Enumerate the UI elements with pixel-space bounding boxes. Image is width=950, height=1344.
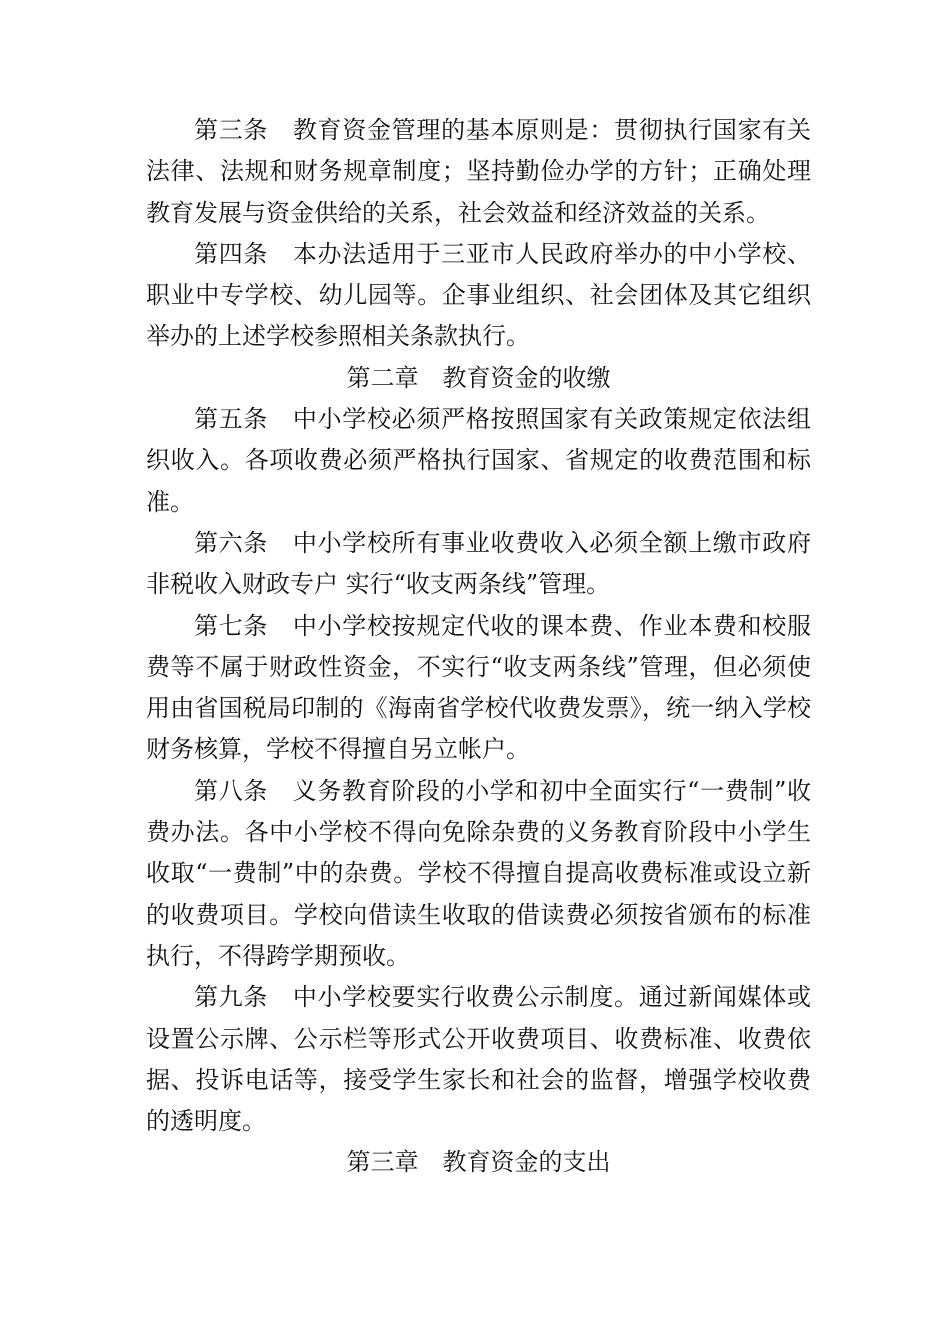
article-text-line: 度。 (218, 1107, 266, 1136)
article-text-line: 的上述学校参照相关条款执行。 (194, 322, 530, 351)
article-number: 第六条 (194, 528, 293, 557)
article-text-line: 非税收入财政专户 实行“收支两条线”管理。 (146, 570, 611, 599)
article-text-line: 费办法。各中小学校不得向免除杂费的义务教育阶段中小学生收 (146, 818, 811, 888)
article-5 (146, 399, 811, 523)
article-3 (146, 110, 811, 234)
article-text-line: 义务教育阶段的小学和初中全面实行“一费制”收 (292, 776, 811, 805)
article-text-line: 中小学校按规定代收的课本费、作业本费和校服费 (146, 611, 812, 681)
chapter-heading-3: 第三章 教育资金的支出 (346, 1148, 611, 1177)
article-text-line: 置公示牌、公示栏等形式公开收费项目、收费标准、收费依据、 (146, 1024, 812, 1094)
article-text-line: 中小学校所有事业收费收入必须全额上缴市政府 (292, 528, 812, 557)
article-9 (146, 977, 811, 1142)
article-text-line: 业中专学校、幼儿园等。企事业组织、社会团体及其它组织举办 (146, 281, 812, 351)
article-text-line: 由省国税局印制的《海南省学校代收费发票》，统一纳入学校财 (146, 694, 812, 764)
article-text-line: 中小学校要实行收费公示制度。通过新闻媒体或设 (146, 983, 812, 1053)
article-number: 第九条 (194, 983, 293, 1012)
article-text-line: 教育资金管理的基本原则是：贯彻执行国家有关法 (146, 116, 812, 186)
article-number: 第五条 (194, 405, 293, 434)
article-number: 第三条 (194, 116, 293, 144)
article-number: 第四条 (194, 239, 293, 268)
article-text-line: 收费项目。学校向借读生收取的借读费必须按省颁布的标准执 (146, 900, 812, 970)
article-number: 第七条 (194, 611, 293, 640)
article-text-line: 行，不得跨学期预收。 (170, 941, 410, 970)
document-body (146, 110, 811, 1184)
article-text-line: 本办法适用于三亚市人民政府举办的中小学校、职 (146, 239, 812, 310)
article-text-line: 织收入。各项收费必须严格执行国家、省规定的收费范围和标准。 (146, 446, 811, 516)
article-text-line: 律、法规和财务规章制度；坚持勤俭办学的方针；正确处理教育 (146, 157, 812, 227)
article-8 (146, 771, 811, 977)
article-text-line: 投诉电话等，接受学生家长和社会的监督，增强学校收费的透明 (146, 1065, 812, 1136)
article-text-line: 等不属于财政性资金，不实行“收支两条线”管理，但必须使用 (146, 652, 811, 723)
article-text-line: 取“一费制”中的杂费。学校不得擅自提高收费标准或设立新的 (146, 859, 811, 929)
article-text-line: 发展与资金供给的关系，社会效益和经济效益的关系。 (194, 198, 770, 227)
article-number: 第八条 (194, 776, 293, 805)
article-4 (146, 234, 811, 358)
article-6 (146, 523, 811, 606)
chapter-heading-2: 第二章 教育资金的收缴 (346, 363, 611, 392)
article-7 (146, 606, 811, 771)
article-text-line: 中小学校必须严格按照国家有关政策规定依法组 (292, 405, 812, 434)
article-text-line: 务核算，学校不得擅自另立帐户。 (170, 735, 530, 764)
